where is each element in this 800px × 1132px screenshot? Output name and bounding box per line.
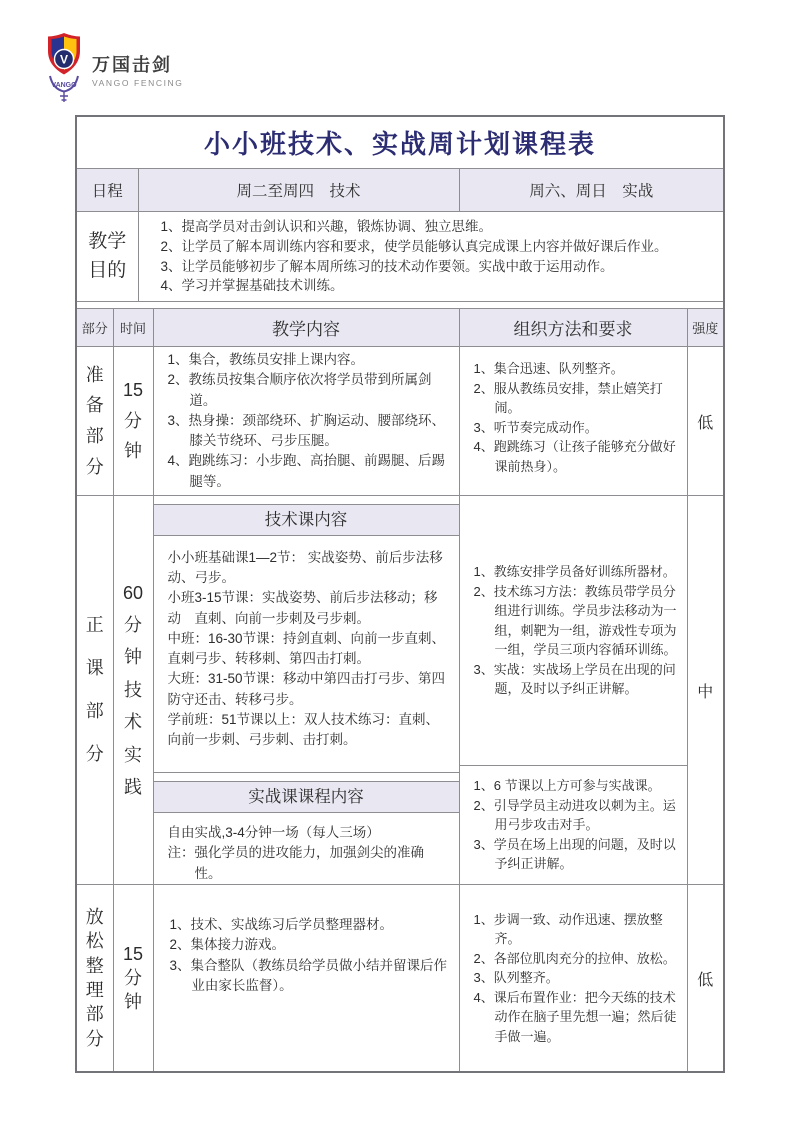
tech-course-header: 技术课内容	[154, 504, 459, 536]
brand-shield-icon	[45, 32, 83, 106]
wreath-label: VANGO	[51, 82, 77, 89]
relax-content-item: 1、技术、实战练习后学员整理器材。	[169, 917, 394, 932]
relax-methods-item: 3、队列整齐。	[473, 970, 559, 986]
main-methods-tech-item: 2、技术练习方法：教练员带学员分组进行训练。学员步法移动为一组，刺靶为一组，游戏性专项为一组，学员三项内容循环训练。	[473, 583, 677, 658]
main-methods-tech-item: 3、实战：实战场上学员在出现的问题，及时以予纠正讲解。	[473, 661, 676, 697]
title-row	[76, 116, 724, 169]
relax-content-item: 3、集合整队（教练员给学员做小结并留课后作业由家长监督）。	[169, 957, 448, 993]
tech-content-line: 中班：16-30节课：持剑直刺、向前一步直刺、直刺弓步、转移刺、第四击打刺。	[167, 630, 446, 667]
tech-content-line: 小小班基础课1—2节： 实战姿势、前后步法移动、弓步。	[167, 549, 443, 586]
brand-text	[92, 56, 183, 89]
objective-item: 1、提高学员对击剑认识和兴趣，锻炼协调、独立思维。	[160, 218, 493, 234]
main-time-label: 60分钟技术实践	[122, 582, 144, 797]
tech-content-line: 学前班：51节课以上：双人技术练习：直刺、向前一步刺、弓步刺、击打刺。	[167, 711, 440, 748]
prep-content-item: 1、集合，教练员安排上课内容。	[167, 352, 365, 368]
objectives-row	[76, 212, 724, 302]
objective-item: 3、让学员能够初步了解本周所练习的技术动作要领。实战中敢于运用动作。	[160, 258, 614, 274]
main-methods-combat-item: 3、学员在场上出现的问题，及时以予纠正讲解。	[473, 836, 676, 872]
main-intensity: 中	[687, 496, 724, 885]
combat-content-line: 自由实战,3-4分钟一场（每人三场）	[167, 825, 380, 841]
tech-course-content	[154, 536, 459, 773]
main-methods-combat-list	[460, 766, 687, 884]
prep-content-list	[153, 347, 459, 496]
relax-methods-item: 1、步调一致、动作迅速、摆放整齐。	[473, 911, 663, 947]
relax-time-cell	[113, 885, 153, 1073]
objective-item: 2、让学员了解本周训练内容和要求，使学员能够认真完成课上内容并做好课后作业。	[160, 238, 668, 254]
prep-part-label: 准备部分	[85, 364, 104, 477]
relax-methods-item: 4、课后布置作业：把今天练的技术动作在脑子里先想一遍；然后徒手做一遍。	[473, 989, 677, 1044]
tech-content-line: 小班3-15节课：实战姿势、前后步法移动；移动 直刺、向前一步刺及弓步刺。	[167, 590, 438, 626]
tech-content-line: 大班：31-50节课：移动中第四击打弓步、第四防守还击、转移弓步。	[167, 671, 446, 707]
col-header-intensity: 强度	[687, 309, 724, 347]
main-part-cell	[76, 496, 113, 885]
prep-time-label: 15分钟	[122, 380, 144, 462]
relax-methods-list	[459, 885, 687, 1073]
lesson-plan-table	[75, 115, 725, 1073]
relax-methods-item: 2、各部位肌肉充分的拉伸、放松。	[473, 950, 676, 966]
objectives-label-cell	[76, 212, 138, 302]
main-content-cell	[153, 496, 459, 885]
relax-time-label: 15分钟	[122, 943, 144, 1013]
column-header-row	[76, 309, 724, 347]
prep-methods-item: 2、服从教练员安排，禁止嬉笑打闹。	[473, 380, 663, 415]
schedule-row	[76, 169, 724, 212]
prep-methods-item: 4、跑跳练习（让孩子能够充分做好课前热身）。	[473, 439, 676, 474]
brand-name-cn: 万国击剑	[92, 54, 172, 75]
objective-item: 4、学习并掌握基础技术训练。	[160, 278, 344, 294]
prep-methods-item: 1、集合迅速、队列整齐。	[473, 361, 624, 376]
col-header-content: 教学内容	[153, 309, 459, 347]
prep-methods-item: 3、听节奏完成动作。	[473, 419, 598, 435]
prep-methods-list	[459, 347, 687, 496]
col-header-time: 时间	[113, 309, 153, 347]
prep-content-item: 3、热身操：颈部绕环、扩胸运动、腰部绕环、膝关节绕环、弓步压腿。	[167, 412, 446, 449]
schedule-label: 日程	[76, 169, 138, 212]
brand-name-en: VANGO FENCING	[92, 78, 184, 89]
prep-content-item: 2、教练员按集合顺序依次将学员带到所属剑道。	[167, 372, 432, 408]
row-main-lesson	[76, 496, 724, 885]
main-part-label: 正课部分	[85, 614, 104, 765]
page-title: 小小班技术、实战周计划课程表	[76, 116, 724, 169]
relax-intensity: 低	[687, 885, 724, 1073]
prep-content-item: 4、跑跳练习：小步跑、高抬腿、前踢腿、后踢腿等。	[167, 453, 446, 489]
col-header-methods: 组织方法和要求	[459, 309, 687, 347]
relax-part-cell	[76, 885, 113, 1073]
main-time-cell	[113, 496, 153, 885]
combat-course-content	[154, 813, 459, 884]
table-spacer	[76, 302, 724, 309]
combat-content-note: 注：强化学员的进攻能力，加强剑尖的准确性。	[167, 845, 424, 881]
prep-intensity: 低	[687, 347, 724, 496]
row-preparation	[76, 347, 724, 496]
prep-time-cell	[113, 347, 153, 496]
svg-text:V: V	[59, 52, 69, 67]
schedule-weekday: 周二至周四 技术	[138, 169, 459, 212]
main-methods-combat-item: 2、引导学员主动进攻以刺为主。运用弓步攻击对手。	[473, 797, 676, 833]
combat-course-header: 实战课课程内容	[154, 781, 459, 813]
prep-part-cell	[76, 347, 113, 496]
relax-content-list	[153, 885, 459, 1073]
main-methods-combat-item: 1、6 节课以上方可参与实战课。	[473, 778, 661, 794]
row-relaxation	[76, 885, 724, 1073]
brand-logo	[45, 32, 183, 106]
col-header-part: 部分	[76, 309, 113, 347]
main-methods-cell	[459, 496, 687, 885]
main-methods-tech-item: 1、教练安排学员备好训练所器材。	[473, 564, 676, 580]
objectives-label: 教学目的	[88, 231, 127, 281]
main-methods-tech-list	[460, 496, 687, 766]
schedule-weekend: 周六、周日 实战	[459, 169, 724, 212]
relax-content-item: 2、集体接力游戏。	[169, 937, 286, 953]
objectives-list	[138, 212, 724, 302]
relax-part-label: 放松整理部分	[85, 907, 104, 1049]
